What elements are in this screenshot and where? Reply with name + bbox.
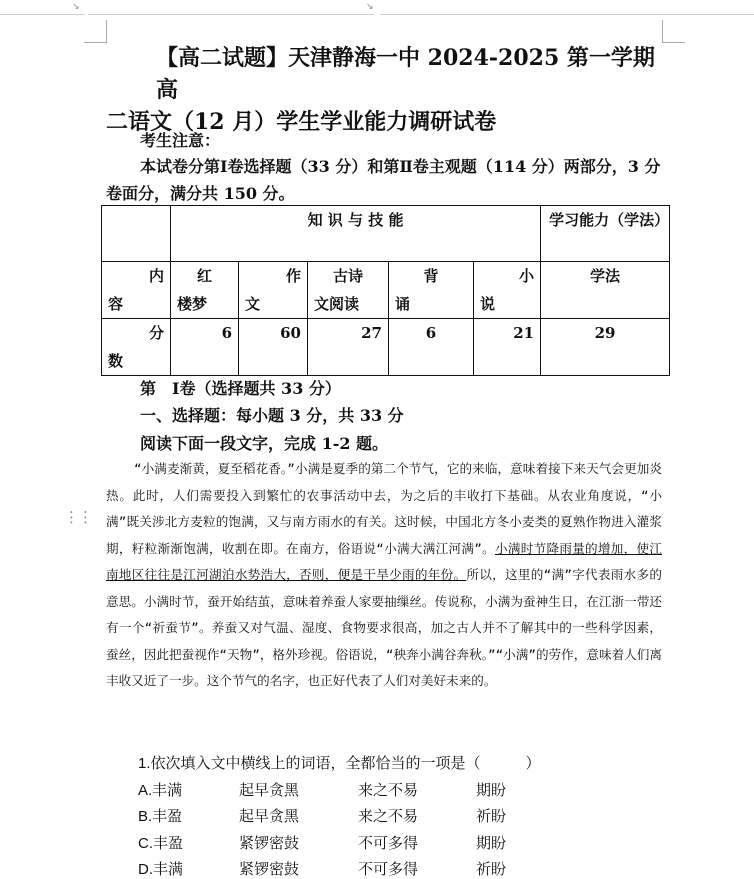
table-col-header: 作 文 <box>239 262 308 319</box>
reading-prompt: 阅读下面一段文字，完成 1-2 题。 <box>140 434 389 453</box>
table-col-header: 红 楼梦 <box>171 262 239 319</box>
crop-mark-top-left <box>84 20 107 43</box>
table-cell-score: 27 <box>308 319 389 376</box>
indent-marker-icon[interactable]: ↘ <box>366 2 374 12</box>
table-col-header: 古诗 文阅读 <box>308 262 389 319</box>
table-col-header: 学法 <box>541 262 670 319</box>
drag-handle-icon[interactable]: ⋮⋮ <box>64 508 92 526</box>
section-choice-heading: 一、选择题：每小题 3 分，共 33 分 <box>140 406 404 425</box>
table-cell-score: 60 <box>239 319 308 376</box>
passage-part-1: “小满麦渐黄，夏至稻花香。”小满是夏季的第二个节气，它的来临，意味着接下来天气会更加炎热。此时，人们需要投入到繁忙的农事活动中去，为之后的丰收打下基础。从农业角度说，“小满”既关涉北方麦粒的饱满，又与南方雨水的有关。这时候，中国北方冬小麦类的夏熟作物进入灌浆期，籽粒渐渐饱满，收割在即。在南方，俗语说“小满大满江河满”。 <box>106 461 662 556</box>
question-1: 1.依次填入文中横线上的词语，全都恰当的一项是（ ） <box>138 755 541 772</box>
score-table <box>101 205 670 376</box>
indent-marker-icon[interactable]: ↘ <box>72 2 80 12</box>
table-row-label-score: 分 数 <box>102 319 171 376</box>
notice-text: 本试卷分第Ⅰ卷选择题（33 分）和第Ⅱ卷主观题（114 分）两部分，3 分卷面分，满分共 150 分。 <box>106 157 661 203</box>
table-corner-cell <box>102 206 171 262</box>
toolbar-segment-right <box>380 0 754 15</box>
reading-passage <box>106 456 662 695</box>
table-col-header: 小 说 <box>474 262 541 319</box>
section-part1-heading: 第 Ⅰ卷（选择题共 33 分） <box>140 379 341 398</box>
table-cell-score: 6 <box>171 319 239 376</box>
crop-mark-top-right <box>662 20 685 43</box>
document-title <box>106 42 666 138</box>
table-cell-score: 21 <box>474 319 541 376</box>
passage-part-2: 所以，这里的“满”字代表雨水多的意思。小满时节，蚕开始结茧，意味着养蚕人家要抽缫丝。传说称，小满为蚕神生日，在江浙一带还有一个“祈蚕节”。养蚕又对气温、湿度、食物要求很高，加之古人并不了解其中的一些科学因素，蚕丝，因此把蚕视作“天物”，格外珍视。俗语说，“秧奔小满谷奔秋。”“小满”的劳作，意味着人们离丰收又近了一步。这个节气的名字，也正好代表了人们对美好未来的。 <box>106 567 662 688</box>
table-col-header: 背 诵 <box>389 262 474 319</box>
title-line-2: 二语文（12 月）学生学业能力调研试卷 <box>106 109 497 135</box>
table-header-ability: 学习能力（学法） <box>541 206 670 262</box>
toolbar-segment-middle <box>88 0 374 15</box>
table-cell-score: 29 <box>541 319 670 376</box>
notice-heading: 考生注意： <box>140 131 221 150</box>
title-line-1: 【高二试题】天津静海一中 2024-2025 第一学期高 <box>156 45 655 103</box>
table-cell-score: 6 <box>389 319 474 376</box>
passage-underlined-sentence: 小满时节降雨量的增加，使江南地区往往是江河湖泊水势浩大，否则，便是干旱少雨的年份。 <box>106 540 663 582</box>
table-row-label-content: 内 容 <box>102 262 171 319</box>
table-header-knowledge: 知 识 与 技 能 <box>171 206 541 262</box>
